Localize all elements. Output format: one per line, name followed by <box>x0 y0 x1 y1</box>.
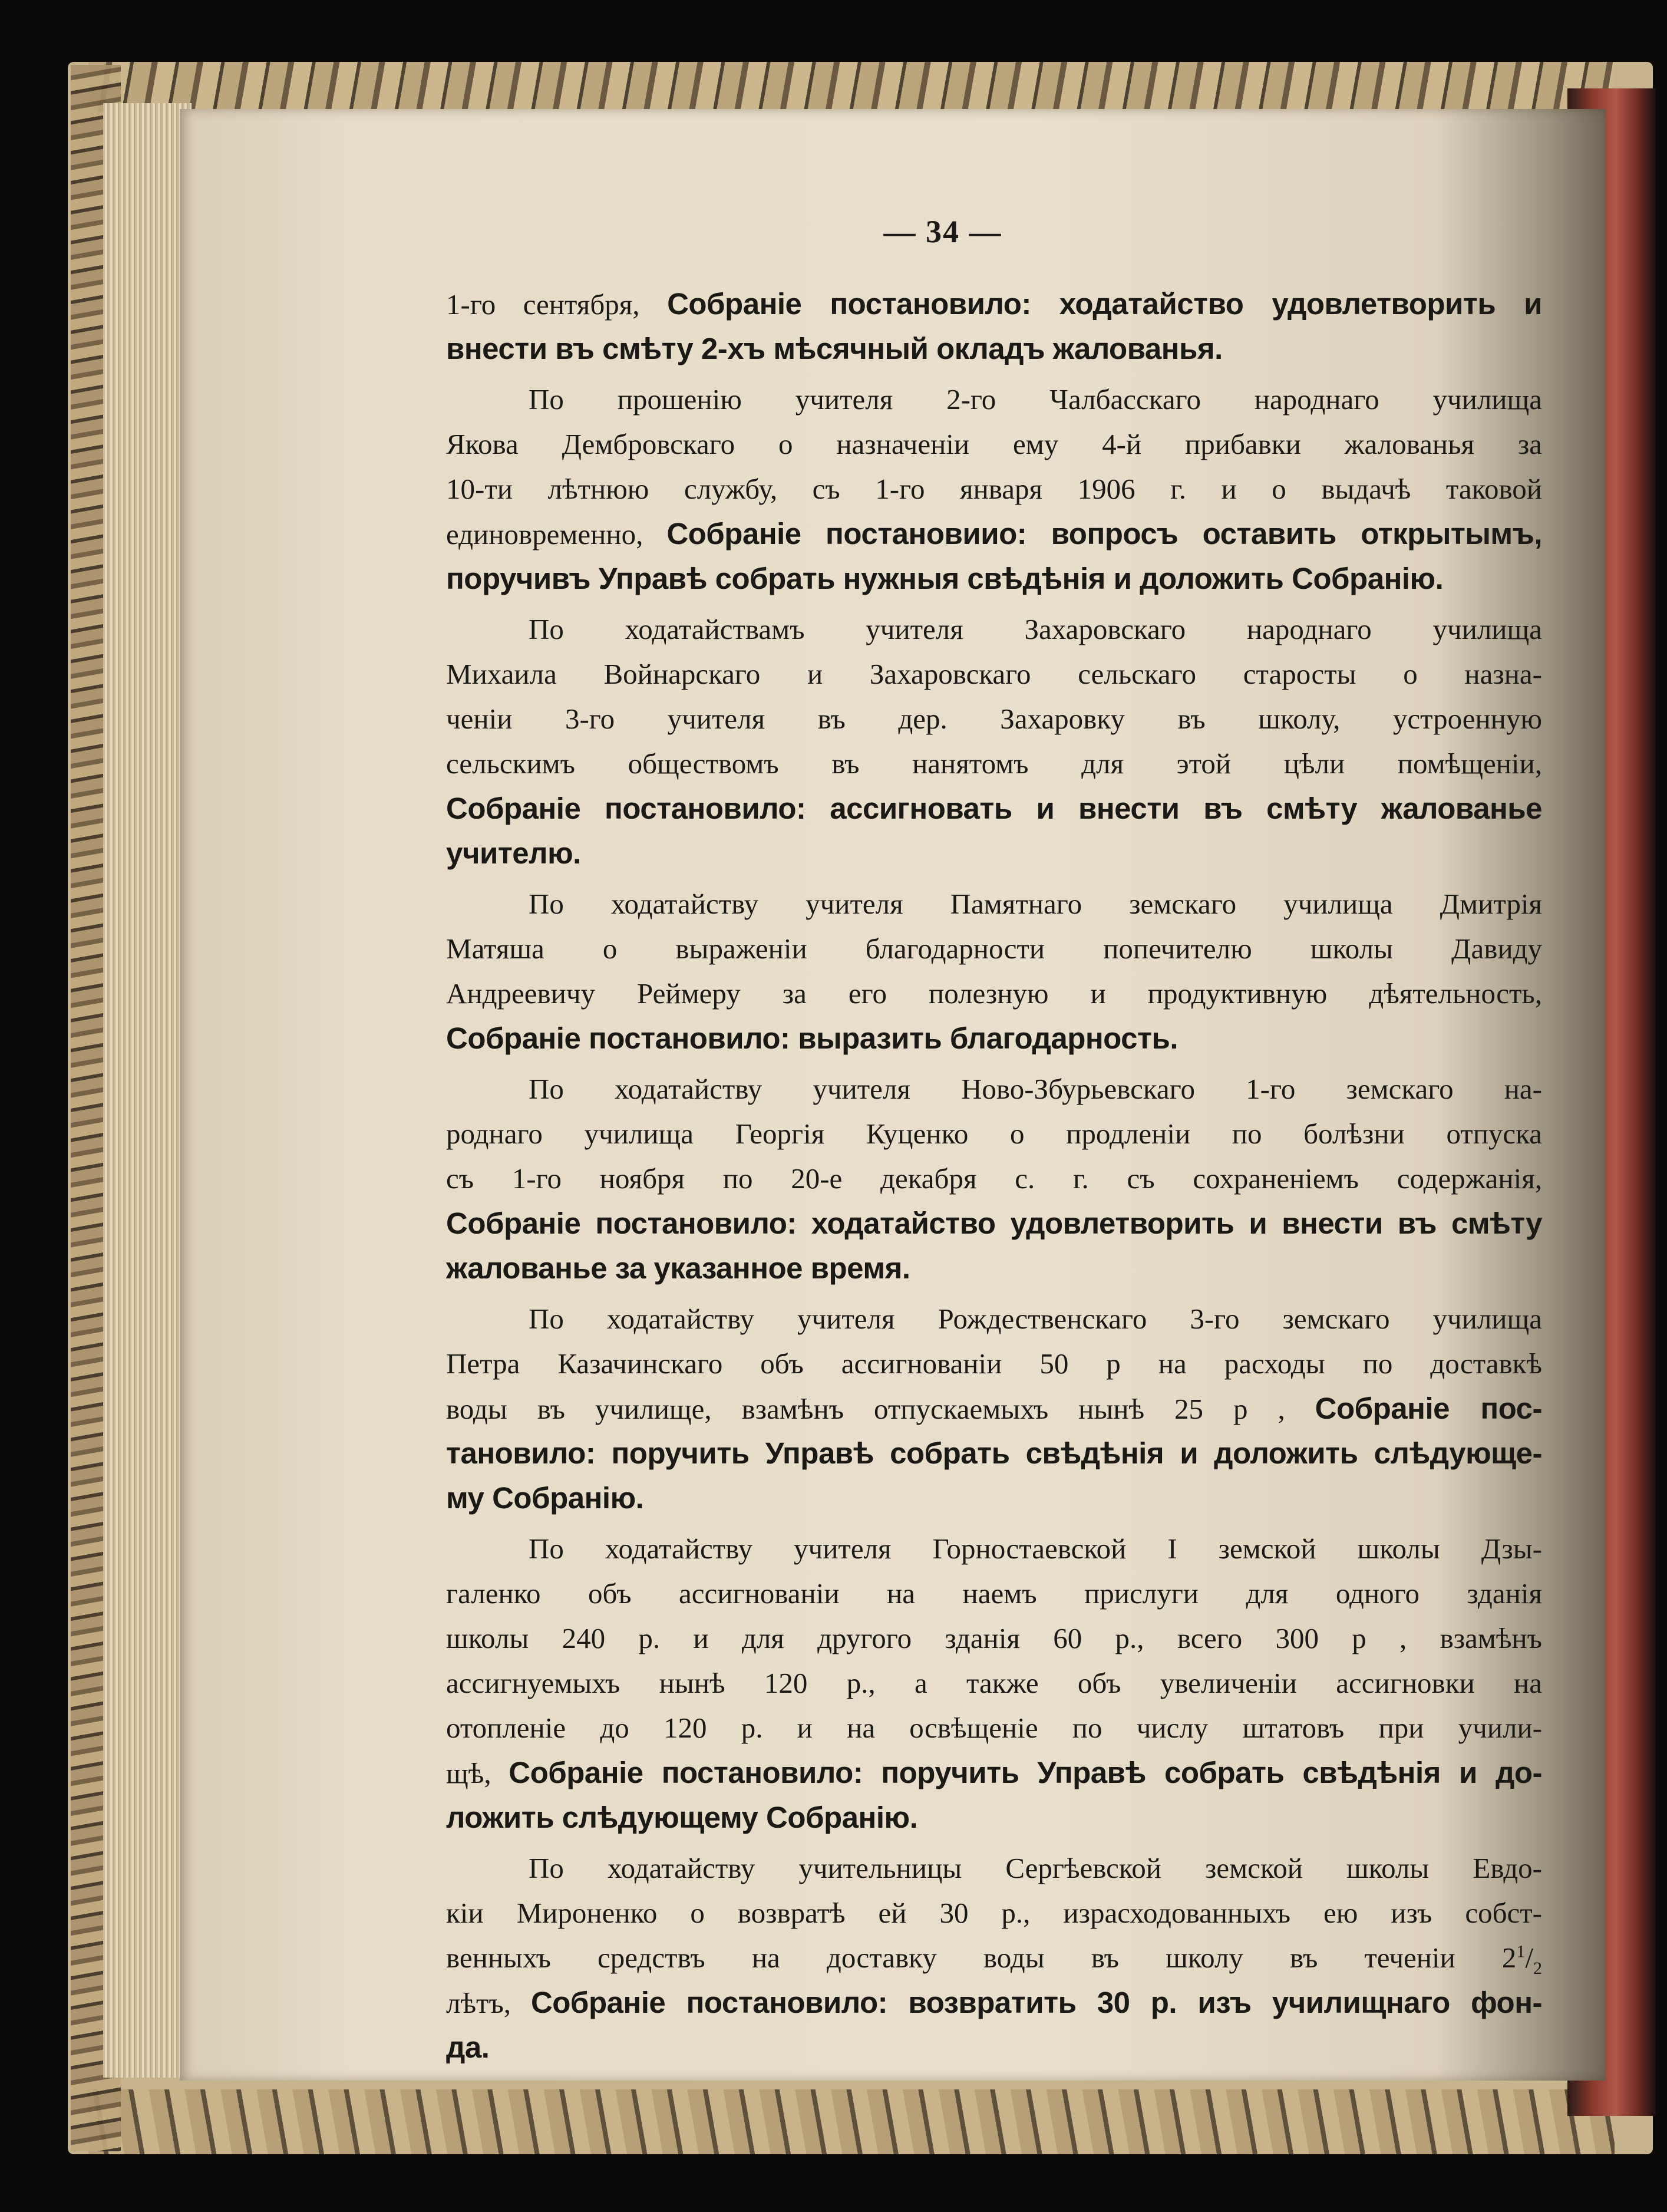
resolution-text: ложить слѣдующему Собранію. <box>446 1801 918 1834</box>
text-segment: По ходатайству учителя Рождественскаго 3-го земскаго училища <box>529 1303 1542 1335</box>
text-segment: Андреевичу Реймеру за его полезную и продуктивную дѣятельность, <box>446 977 1542 1010</box>
text-segment: съ 1-го ноября по 20-е декабря с. г. съ сохраненіемъ содержанія, <box>446 1162 1542 1195</box>
text-line <box>446 1527 1542 1571</box>
paragraph <box>446 377 1542 601</box>
text-line <box>446 1751 1542 1795</box>
text-segment: Матяша о выраженіи благодарности попечителю школы Давиду <box>446 932 1542 965</box>
text-segment: 1 <box>1516 1941 1526 1962</box>
paragraph <box>446 1846 1542 2070</box>
text-line <box>446 2025 1542 2070</box>
resolution-text: Собраніе постановило: возвратить 30 р. изъ училищнаго фон- <box>530 1986 1542 2019</box>
paragraph <box>446 282 1542 371</box>
resolution-text: учителю. <box>446 836 581 870</box>
paragraph <box>446 1527 1542 1840</box>
paragraph <box>446 1067 1542 1291</box>
text-line <box>446 1297 1542 1341</box>
text-line <box>446 1936 1542 1980</box>
text-segment: / <box>1525 1941 1533 1974</box>
resolution-text: Собраніе постановило: ассигновать и внести въ смѣту жалованье <box>446 792 1542 825</box>
text-segment: ассигнуемыхъ нынѣ 120 р., а также объ увеличеніи ассигновки на <box>446 1667 1542 1699</box>
text-line <box>446 1156 1542 1201</box>
text-line <box>446 1795 1542 1840</box>
resolution-text: му Собранію. <box>446 1481 644 1515</box>
text-segment: роднаго училища Георгія Куценко о продленіи по болѣзни отпуска <box>446 1117 1542 1150</box>
resolution-text: жалованье за указанное время. <box>446 1251 910 1285</box>
page-text <box>446 282 1542 2070</box>
text-segment: По ходатайству учителя Памятнаго земскаго училища Дмитрія <box>529 888 1542 920</box>
paragraph <box>446 1297 1542 1521</box>
text-line <box>446 1431 1542 1476</box>
text-segment: единовременно, <box>446 518 667 550</box>
text-line <box>446 1661 1542 1706</box>
text-line <box>446 1571 1542 1616</box>
resolution-text: поручивъ Управѣ собрать нужныя свѣдѣнія и доложить Собранію. <box>446 562 1444 595</box>
text-line <box>446 1067 1542 1112</box>
text-line <box>446 1616 1542 1661</box>
text-segment: кіи Мироненко о возвратѣ ей 30 р., израсходованныхъ ею изъ собст- <box>446 1897 1542 1929</box>
text-segment: отопленіе до 120 р. и на освѣщеніе по числу штатовъ при учили- <box>446 1712 1542 1744</box>
resolution-text: внести въ смѣту 2-хъ мѣсячный окладъ жалованья. <box>446 332 1223 365</box>
text-segment: По прошенію учителя 2-го Чалбасскаго народнаго училища <box>529 383 1542 416</box>
text-line <box>446 1112 1542 1156</box>
text-segment: школы 240 р. и для другого зданія 60 р., всего 300 р , взамѣнъ <box>446 1622 1542 1654</box>
text-segment: Якова Дембровскаго о назначеніи ему 4-й прибавки жалованья за <box>446 428 1542 460</box>
text-line <box>446 556 1542 601</box>
resolution-text: да. <box>446 2030 490 2064</box>
text-line <box>446 377 1542 422</box>
text-line <box>446 1246 1542 1291</box>
text-line <box>446 282 1542 327</box>
text-line <box>446 927 1542 971</box>
text-segment: сельскимъ обществомъ въ нанятомъ для этой цѣли помѣщеніи, <box>446 747 1542 780</box>
text-segment: Петра Казачинскаго объ ассигнованіи 50 р на расходы по доставкѣ <box>446 1347 1542 1380</box>
text-line <box>446 1016 1542 1061</box>
cover-bottom-edge <box>88 2089 1615 2154</box>
text-line <box>446 1706 1542 1751</box>
text-segment: По ходатайству учительницы Сергѣевской земской школы Евдо- <box>529 1852 1542 1884</box>
text-segment: 10-ти лѣтнюю службу, съ 1-го января 1906 г. и о выдачѣ таковой <box>446 473 1542 505</box>
text-line <box>446 652 1542 697</box>
text-line <box>446 1341 1542 1386</box>
text-segment: По ходатайству учителя Ново-Збурьевскаго 1-го земскаго на- <box>529 1073 1542 1105</box>
text-line <box>446 1846 1542 1891</box>
text-segment: воды въ училище, взамѣнъ отпускаемыхъ нынѣ 25 р , <box>446 1393 1315 1425</box>
text-line <box>446 467 1542 512</box>
resolution-text: тановило: поручить Управѣ собрать свѣдѣнія и доложить слѣдующе- <box>446 1436 1542 1470</box>
resolution-text: Собраніе постановило: ходатайство удовлетворить и внести въ смѣту <box>446 1206 1542 1240</box>
text-segment: лѣтъ, <box>446 1987 531 2019</box>
text-line <box>446 831 1542 876</box>
text-line <box>446 882 1542 927</box>
text-line <box>446 741 1542 786</box>
text-segment: 1-го сентября, <box>446 288 668 321</box>
text-line <box>446 1980 1542 2025</box>
text-segment: щѣ, <box>446 1757 509 1789</box>
text-line <box>446 327 1542 371</box>
text-line <box>446 697 1542 741</box>
text-line <box>446 1201 1542 1246</box>
text-segment: венныхъ средствъ на доставку воды въ школу въ теченіи 2 <box>446 1941 1517 1974</box>
cover-top-edge <box>88 62 1615 112</box>
resolution-text: Собраніе постановило: ходатайство удовлетворить и <box>667 287 1543 321</box>
text-segment: По ходатайству учителя Горностаевской I земской школы Дзы- <box>529 1532 1542 1565</box>
text-line <box>446 1386 1542 1431</box>
text-line <box>446 786 1542 831</box>
resolution-text: Собраніе постановило: поручить Управѣ собрать свѣдѣнія и до- <box>509 1756 1542 1789</box>
text-line <box>446 422 1542 467</box>
text-line <box>446 1476 1542 1521</box>
page-number: — 34 — <box>883 214 1002 249</box>
resolution-text: Собраніе постановиио: вопросъ оставить открытымъ, <box>666 517 1542 550</box>
text-line <box>446 512 1542 556</box>
text-line <box>446 971 1542 1016</box>
text-segment: Михаила Войнарскаго и Захаровскаго сельскаго старосты о назна- <box>446 658 1542 690</box>
text-segment: По ходатайствамъ учителя Захаровскаго народнаго училища <box>529 613 1542 645</box>
paragraph <box>446 882 1542 1061</box>
page-stack-edges <box>103 103 192 2078</box>
text-segment: ченіи 3-го учителя въ дер. Захаровку въ школу, устроенную <box>446 703 1542 735</box>
resolution-text: Собраніе пос- <box>1315 1392 1542 1425</box>
text-segment: 2 <box>1533 1958 1542 1978</box>
resolution-text: Собраніе постановило: выразить благодарность. <box>446 1021 1179 1055</box>
text-line <box>446 1891 1542 1936</box>
text-line <box>446 607 1542 652</box>
paragraph <box>446 607 1542 876</box>
text-segment: галенко объ ассигнованіи на наемъ прислуги для одного зданія <box>446 1577 1542 1610</box>
